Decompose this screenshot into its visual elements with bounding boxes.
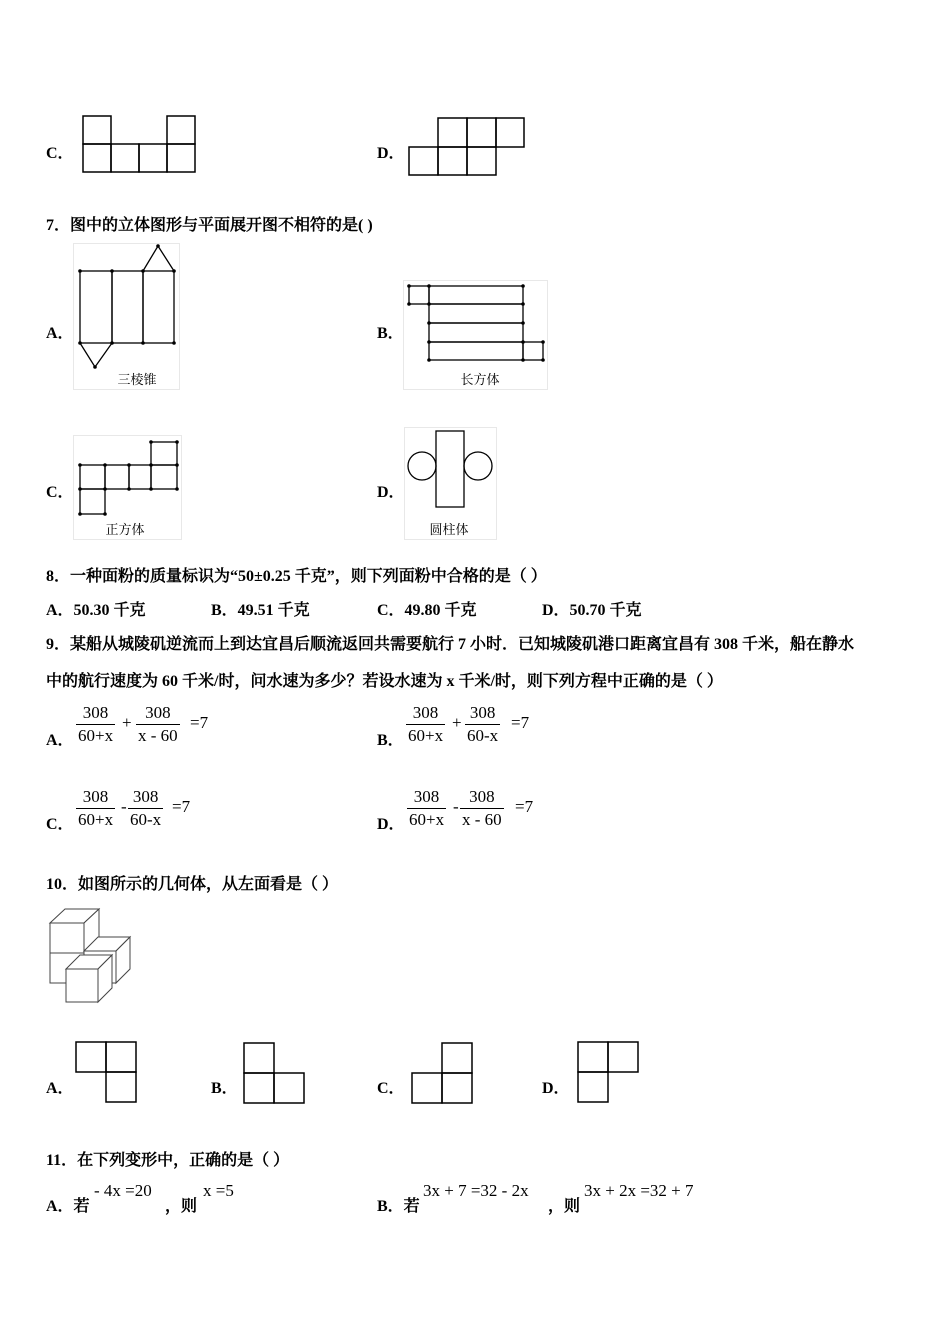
q10-option-d-figure[interactable] bbox=[577, 1041, 641, 1105]
q8-stem: 8．一种面粉的质量标识为“50±0.25 千克”，则下列面粉中合格的是（ ） bbox=[46, 568, 547, 585]
q9-option-c-label[interactable]: C． bbox=[46, 816, 74, 833]
numerator: 308 bbox=[460, 786, 504, 809]
q9-c-fraction-1 bbox=[76, 786, 115, 831]
numerator: 308 bbox=[465, 702, 500, 725]
q10-option-b-label[interactable]: B． bbox=[211, 1080, 238, 1097]
q9-a-equals: =7 bbox=[190, 713, 209, 732]
denominator: 60-x bbox=[467, 726, 499, 745]
q11-option-b-label[interactable]: B．若 bbox=[377, 1198, 420, 1215]
q7-caption-c: 正方体 bbox=[105, 523, 145, 538]
q6-option-c-figure[interactable] bbox=[82, 115, 200, 175]
q9-d-operator: - bbox=[453, 797, 459, 816]
q10-solid-figure bbox=[46, 905, 136, 1005]
q9-b-fraction-2 bbox=[465, 702, 500, 747]
numerator: 308 bbox=[76, 702, 115, 725]
q9-b-operator: + bbox=[452, 713, 462, 732]
denominator: x - 60 bbox=[138, 726, 178, 745]
q9-c-operator: - bbox=[121, 797, 127, 816]
q10-option-c-figure[interactable] bbox=[411, 1042, 475, 1106]
denominator: 60+x bbox=[78, 726, 114, 745]
denominator: 60-x bbox=[130, 810, 162, 829]
q11-b-then: ，则 bbox=[548, 1198, 581, 1215]
q9-option-a-label[interactable]: A． bbox=[46, 732, 74, 749]
q9-stem-line2: 中的航行速度为 60 千米/时，问水速为多少？若设水速为 x 千米/时，则下列方程中正确的是（ ） bbox=[46, 673, 723, 690]
q11-option-a-label[interactable]: A．若 bbox=[46, 1198, 90, 1215]
q10-option-c-label[interactable]: C． bbox=[377, 1080, 405, 1097]
q8-option-d[interactable]: D．50.70 千克 bbox=[542, 602, 642, 619]
q7-option-c-label: C． bbox=[46, 484, 74, 501]
q7-option-a-figure[interactable] bbox=[73, 243, 181, 391]
q9-d-fraction-1 bbox=[407, 786, 446, 831]
numerator: 308 bbox=[136, 702, 180, 725]
q11-a-equation-1: - 4x =20 bbox=[94, 1181, 152, 1200]
q7-option-d-figure[interactable] bbox=[404, 427, 498, 541]
q8-option-a[interactable]: A．50.30 千克 bbox=[46, 602, 146, 619]
denominator: 60+x bbox=[78, 810, 114, 829]
q7-caption-b: 长方体 bbox=[460, 373, 500, 388]
q7-option-a-label: A． bbox=[46, 325, 74, 342]
q6-option-d-label: D． bbox=[377, 145, 405, 162]
q8-option-c[interactable]: C．49.80 千克 bbox=[377, 602, 477, 619]
q11-a-equation-2: x =5 bbox=[203, 1181, 234, 1200]
q9-c-fraction-2 bbox=[128, 786, 163, 831]
q6-option-d-figure[interactable] bbox=[408, 117, 526, 177]
q11-stem: 11．在下列变形中，正确的是（ ） bbox=[46, 1152, 290, 1169]
denominator: 60+x bbox=[409, 810, 445, 829]
q10-stem: 10．如图所示的几何体，从左面看是（ ） bbox=[46, 876, 339, 893]
q6-option-c-label: C． bbox=[46, 145, 74, 162]
q7-caption-d: 圆柱体 bbox=[429, 523, 469, 538]
q10-option-a-label[interactable]: A． bbox=[46, 1080, 74, 1097]
q10-option-a-figure[interactable] bbox=[75, 1041, 139, 1105]
q7-caption-a: 三棱锥 bbox=[117, 373, 157, 388]
q7-option-d-label: D． bbox=[377, 484, 405, 501]
q11-b-equation-2: 3x + 2x =32 + 7 bbox=[584, 1181, 694, 1200]
q9-a-operator: + bbox=[122, 713, 132, 732]
q8-option-b[interactable]: B．49.51 千克 bbox=[211, 602, 310, 619]
q9-stem-line1: 9．某船从城陵矶逆流而上到达宜昌后顺流返回共需要航行 7 小时．已知城陵矶港口距离宜昌有 308 千米，船在静水 bbox=[46, 636, 855, 653]
q9-b-fraction-1 bbox=[406, 702, 445, 747]
numerator: 308 bbox=[76, 786, 115, 809]
q7-option-c-figure[interactable] bbox=[73, 435, 183, 541]
numerator: 308 bbox=[128, 786, 163, 809]
q9-d-equals: =7 bbox=[515, 797, 534, 816]
q10-option-d-label[interactable]: D． bbox=[542, 1080, 570, 1097]
q9-b-equals: =7 bbox=[511, 713, 530, 732]
denominator: x - 60 bbox=[462, 810, 502, 829]
q9-a-fraction-1 bbox=[76, 702, 115, 747]
q7-option-b-figure[interactable] bbox=[403, 280, 549, 391]
q9-d-fraction-2 bbox=[460, 786, 504, 831]
q9-option-b-label[interactable]: B． bbox=[377, 732, 404, 749]
q7-option-b-label: B． bbox=[377, 325, 404, 342]
numerator: 308 bbox=[407, 786, 446, 809]
q9-a-fraction-2 bbox=[136, 702, 180, 747]
q9-option-d-label[interactable]: D． bbox=[377, 816, 405, 833]
numerator: 308 bbox=[406, 702, 445, 725]
q11-b-equation-1: 3x + 7 =32 - 2x bbox=[423, 1181, 529, 1200]
q9-c-equals: =7 bbox=[172, 797, 191, 816]
q7-stem: 7．图中的立体图形与平面展开图不相符的是( ) bbox=[46, 217, 373, 234]
denominator: 60+x bbox=[408, 726, 444, 745]
q10-option-b-figure[interactable] bbox=[243, 1042, 307, 1106]
q11-a-then: ，则 bbox=[165, 1198, 198, 1215]
